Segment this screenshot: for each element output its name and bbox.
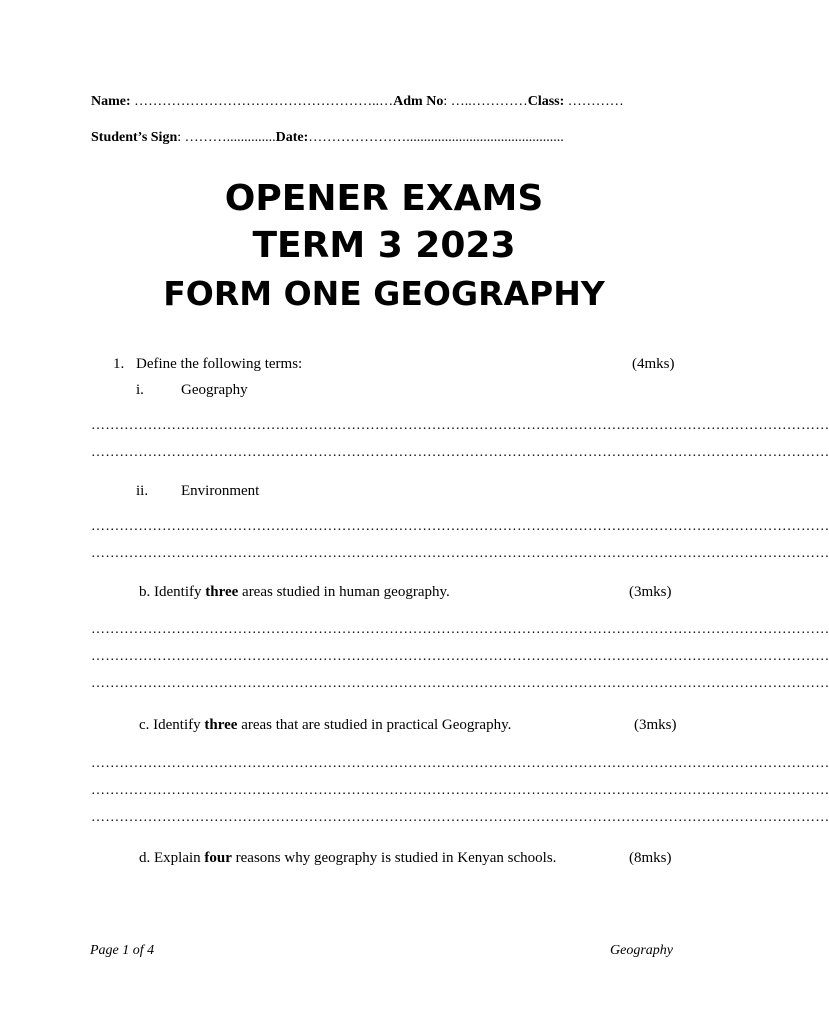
q1-i-text: Geography — [181, 382, 248, 398]
qd-suffix: reasons why geography is studied in Kenyan schools. — [231, 850, 557, 866]
qd-prefix: d. Explain — [139, 850, 205, 866]
qc-marks: (3mks) — [634, 717, 677, 733]
qb-prefix: b. Identify — [139, 584, 206, 600]
date-label: Date: — [275, 130, 309, 145]
answer-line[interactable]: ………………………………………………………………………………………………………………………………………… — [91, 622, 829, 637]
sign-label: Student’s Sign — [91, 130, 178, 145]
adm-blank[interactable]: : …..………… — [443, 94, 528, 109]
answer-line[interactable]: ………………………………………………………………………………………………………………………………………… — [91, 676, 829, 691]
qc-text — [139, 717, 511, 734]
answer-line[interactable]: ………………………………………………………………………………………………………………………………………… — [91, 546, 829, 561]
date-blank[interactable]: …………………............................................. — [308, 130, 564, 145]
answer-line[interactable]: ………………………………………………………………………………………………………………………………………… — [91, 783, 829, 798]
sign-line — [91, 130, 564, 146]
qc-prefix: c. Identify — [139, 717, 205, 733]
q1-ii-text: Environment — [181, 483, 260, 499]
answer-line[interactable]: ………………………………………………………………………………………………………………………………………… — [91, 756, 829, 771]
q1-text: Define the following terms: — [136, 356, 303, 372]
answer-line[interactable]: ………………………………………………………………………………………………………………………………………… — [91, 519, 829, 534]
answer-line[interactable]: ………………………………………………………………………………………………………………………………………… — [91, 649, 829, 664]
name-line — [91, 94, 624, 110]
sign-blank[interactable]: : ……….............. — [177, 130, 276, 145]
q1-i-number: i. — [136, 382, 144, 398]
adm-label: Adm No — [393, 94, 444, 109]
qd-text — [139, 850, 556, 867]
qd-emphasis: four — [204, 850, 232, 866]
footer-subject: Geography — [610, 943, 673, 958]
q1-number: 1. — [113, 356, 125, 372]
class-label: Class: — [527, 94, 565, 109]
answer-line[interactable]: ………………………………………………………………………………………………………………………………………… — [91, 445, 829, 460]
page-number: Page 1 of 4 — [90, 943, 155, 958]
class-blank[interactable]: ………… — [564, 94, 624, 109]
exam-term: TERM 3 2023 — [252, 225, 516, 266]
qc-emphasis: three — [204, 717, 238, 733]
qc-suffix: areas that are studied in practical Geography. — [237, 717, 512, 733]
name-blank[interactable]: ……………………………………………..… — [130, 94, 394, 109]
name-label: Name: — [91, 94, 131, 109]
q1-ii-number: ii. — [136, 483, 149, 499]
exam-title: OPENER EXAMS — [224, 178, 544, 219]
qb-emphasis: three — [205, 584, 239, 600]
q1-marks: (4mks) — [632, 356, 675, 372]
qb-text — [139, 584, 450, 601]
qd-marks: (8mks) — [629, 850, 672, 866]
exam-subject: FORM ONE GEOGRAPHY — [163, 274, 605, 313]
qb-suffix: areas studied in human geography. — [238, 584, 450, 600]
answer-line[interactable]: ………………………………………………………………………………………………………………………………………… — [91, 418, 829, 433]
answer-line[interactable]: ………………………………………………………………………………………………………………………………………… — [91, 810, 829, 825]
qb-marks: (3mks) — [629, 584, 672, 600]
